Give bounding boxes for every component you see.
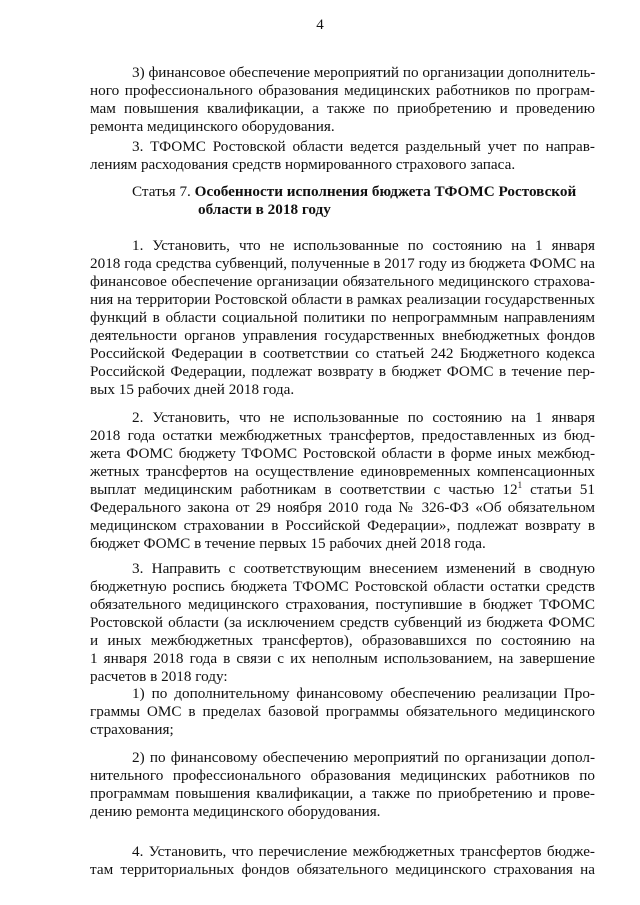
para-7-1-line: Российской Федерации в соответствии со статьей 242 Бюджетного кодекса (90, 345, 595, 362)
para-7-3-line: расчетов в 2018 году: (90, 668, 228, 685)
para-7-2-line: Федерального закона от 29 ноября 2010 года № 326-ФЗ «Об обязательном (90, 499, 595, 516)
para-3-financing-line: ремонта медицинского оборудования. (90, 118, 335, 135)
para-7-1-line: деятельности органов управления государственных внебюджетных фондов (90, 327, 595, 344)
item-7-3-2-line: нительного профессионального образования медицинских работников по (90, 767, 595, 784)
item-7-3-2-line: программам повышения квалификации, а также по приобретению и прове- (90, 785, 595, 802)
para-7-1-line: Российской Федерации, подлежат возврату в бюджет ФОМС в течение пер- (90, 363, 595, 380)
para-7-3-line: 1 января 2018 года в связи с их неполным использованием, на завершение (90, 650, 595, 667)
para-3-financing-line: мам повышения квалификации, а также по приобретению и проведению (90, 100, 595, 117)
item-7-3-2-line: 2) по финансовому обеспечению мероприятий по организации допол- (132, 749, 595, 766)
para-7-4-line: 4. Установить, что перечисление межбюджетных трансфертов бюдже- (132, 843, 595, 860)
article-heading (132, 183, 576, 201)
para-7-2-line: жетных трансфертов на осуществление единовременных компенсационных (90, 463, 595, 480)
para-7-1-line: ния на территории Ростовской области в рамках реализации государственных (90, 291, 595, 308)
item-7-3-1-line: граммы ОМС в пределах базовой программы обязательного медицинского (90, 703, 595, 720)
para-7-1-line: вых 15 рабочих дней 2018 года. (90, 381, 295, 398)
para-7-2-line: 2. Установить, что не использованные по состоянию на 1 января (132, 409, 595, 426)
para-7-3-line: и иных межбюджетных трансфертов), образовавшихся по состоянию на (90, 632, 595, 649)
footnote-superscript: 1 (517, 480, 523, 490)
para-7-2-line: 2018 года остатки межбюджетных трансфертов, предоставленных из бюд- (90, 427, 595, 444)
para-7-3-line: 3. Направить с соответствующим внесением изменений в сводную (132, 560, 595, 577)
article-title-line-1: Особенности исполнения бюджета ТФОМС Ростовской (194, 183, 577, 200)
para-7-1-line: финансовое обеспечение организации обязательного медицинского страхова- (90, 273, 595, 290)
item-7-3-2-line: дению ремонта медицинского оборудования. (90, 803, 381, 820)
para-7-1-line: 1. Установить, что не использованные по состоянию на 1 января (132, 237, 595, 254)
para-7-1-line: 2018 года средства субвенций, полученные в 2017 году из бюджета ФОМС на (90, 255, 595, 272)
para-7-2-line: жета ФОМС бюджету ТФОМС Ростовской области в форме иных межбюд- (90, 445, 595, 462)
para-7-2-line: выплат медицинским работникам в соответствии с частью $12^1$ статьи 51 (90, 480, 595, 498)
article-title-line-2: области в 2018 году (198, 201, 331, 218)
para-7-3-line: обязательного медицинского страхования, поступившие в бюджет ТФОМС (90, 596, 595, 613)
para-7-2-line: бюджет ФОМС в течение первых 15 рабочих дней 2018 года. (90, 535, 486, 552)
article-number: Статья 7. (132, 183, 191, 200)
para-7-4-line: там территориальных фондов обязательного медицинского страхования на (90, 861, 595, 878)
article-reference: статьи 51 (522, 481, 595, 498)
para-7-1-line: функций в области социальной политики по непрограммным направлениям (90, 309, 595, 326)
item-7-3-1-line: 1) по дополнительному финансовому обеспечению реализации Про- (132, 685, 595, 702)
para-3-financing-line: 3) финансовое обеспечение мероприятий по организации дополнитель- (132, 64, 596, 81)
para-3-financing-line: ного профессионального образования медицинских работников по програм- (90, 82, 595, 99)
para-7-3-line: Ростовской области (за исключением средств субвенций из бюджета ФОМС (90, 614, 595, 631)
para-7-2-line: медицинском страховании в Российской Федерации», подлежат возврату в (90, 517, 595, 534)
page-number: 4 (316, 17, 324, 33)
item-7-3-1-line: страхования; (90, 721, 174, 738)
para-accounting-line: 3. ТФОМС Ростовской области ведется раздельный учет по направ- (132, 138, 595, 155)
para-accounting-line: лениям расходования средств нормированного страхового запаса. (90, 156, 516, 173)
para-7-3-line: бюджетную роспись бюджета ТФОМС Ростовской области остатки средств (90, 578, 595, 595)
